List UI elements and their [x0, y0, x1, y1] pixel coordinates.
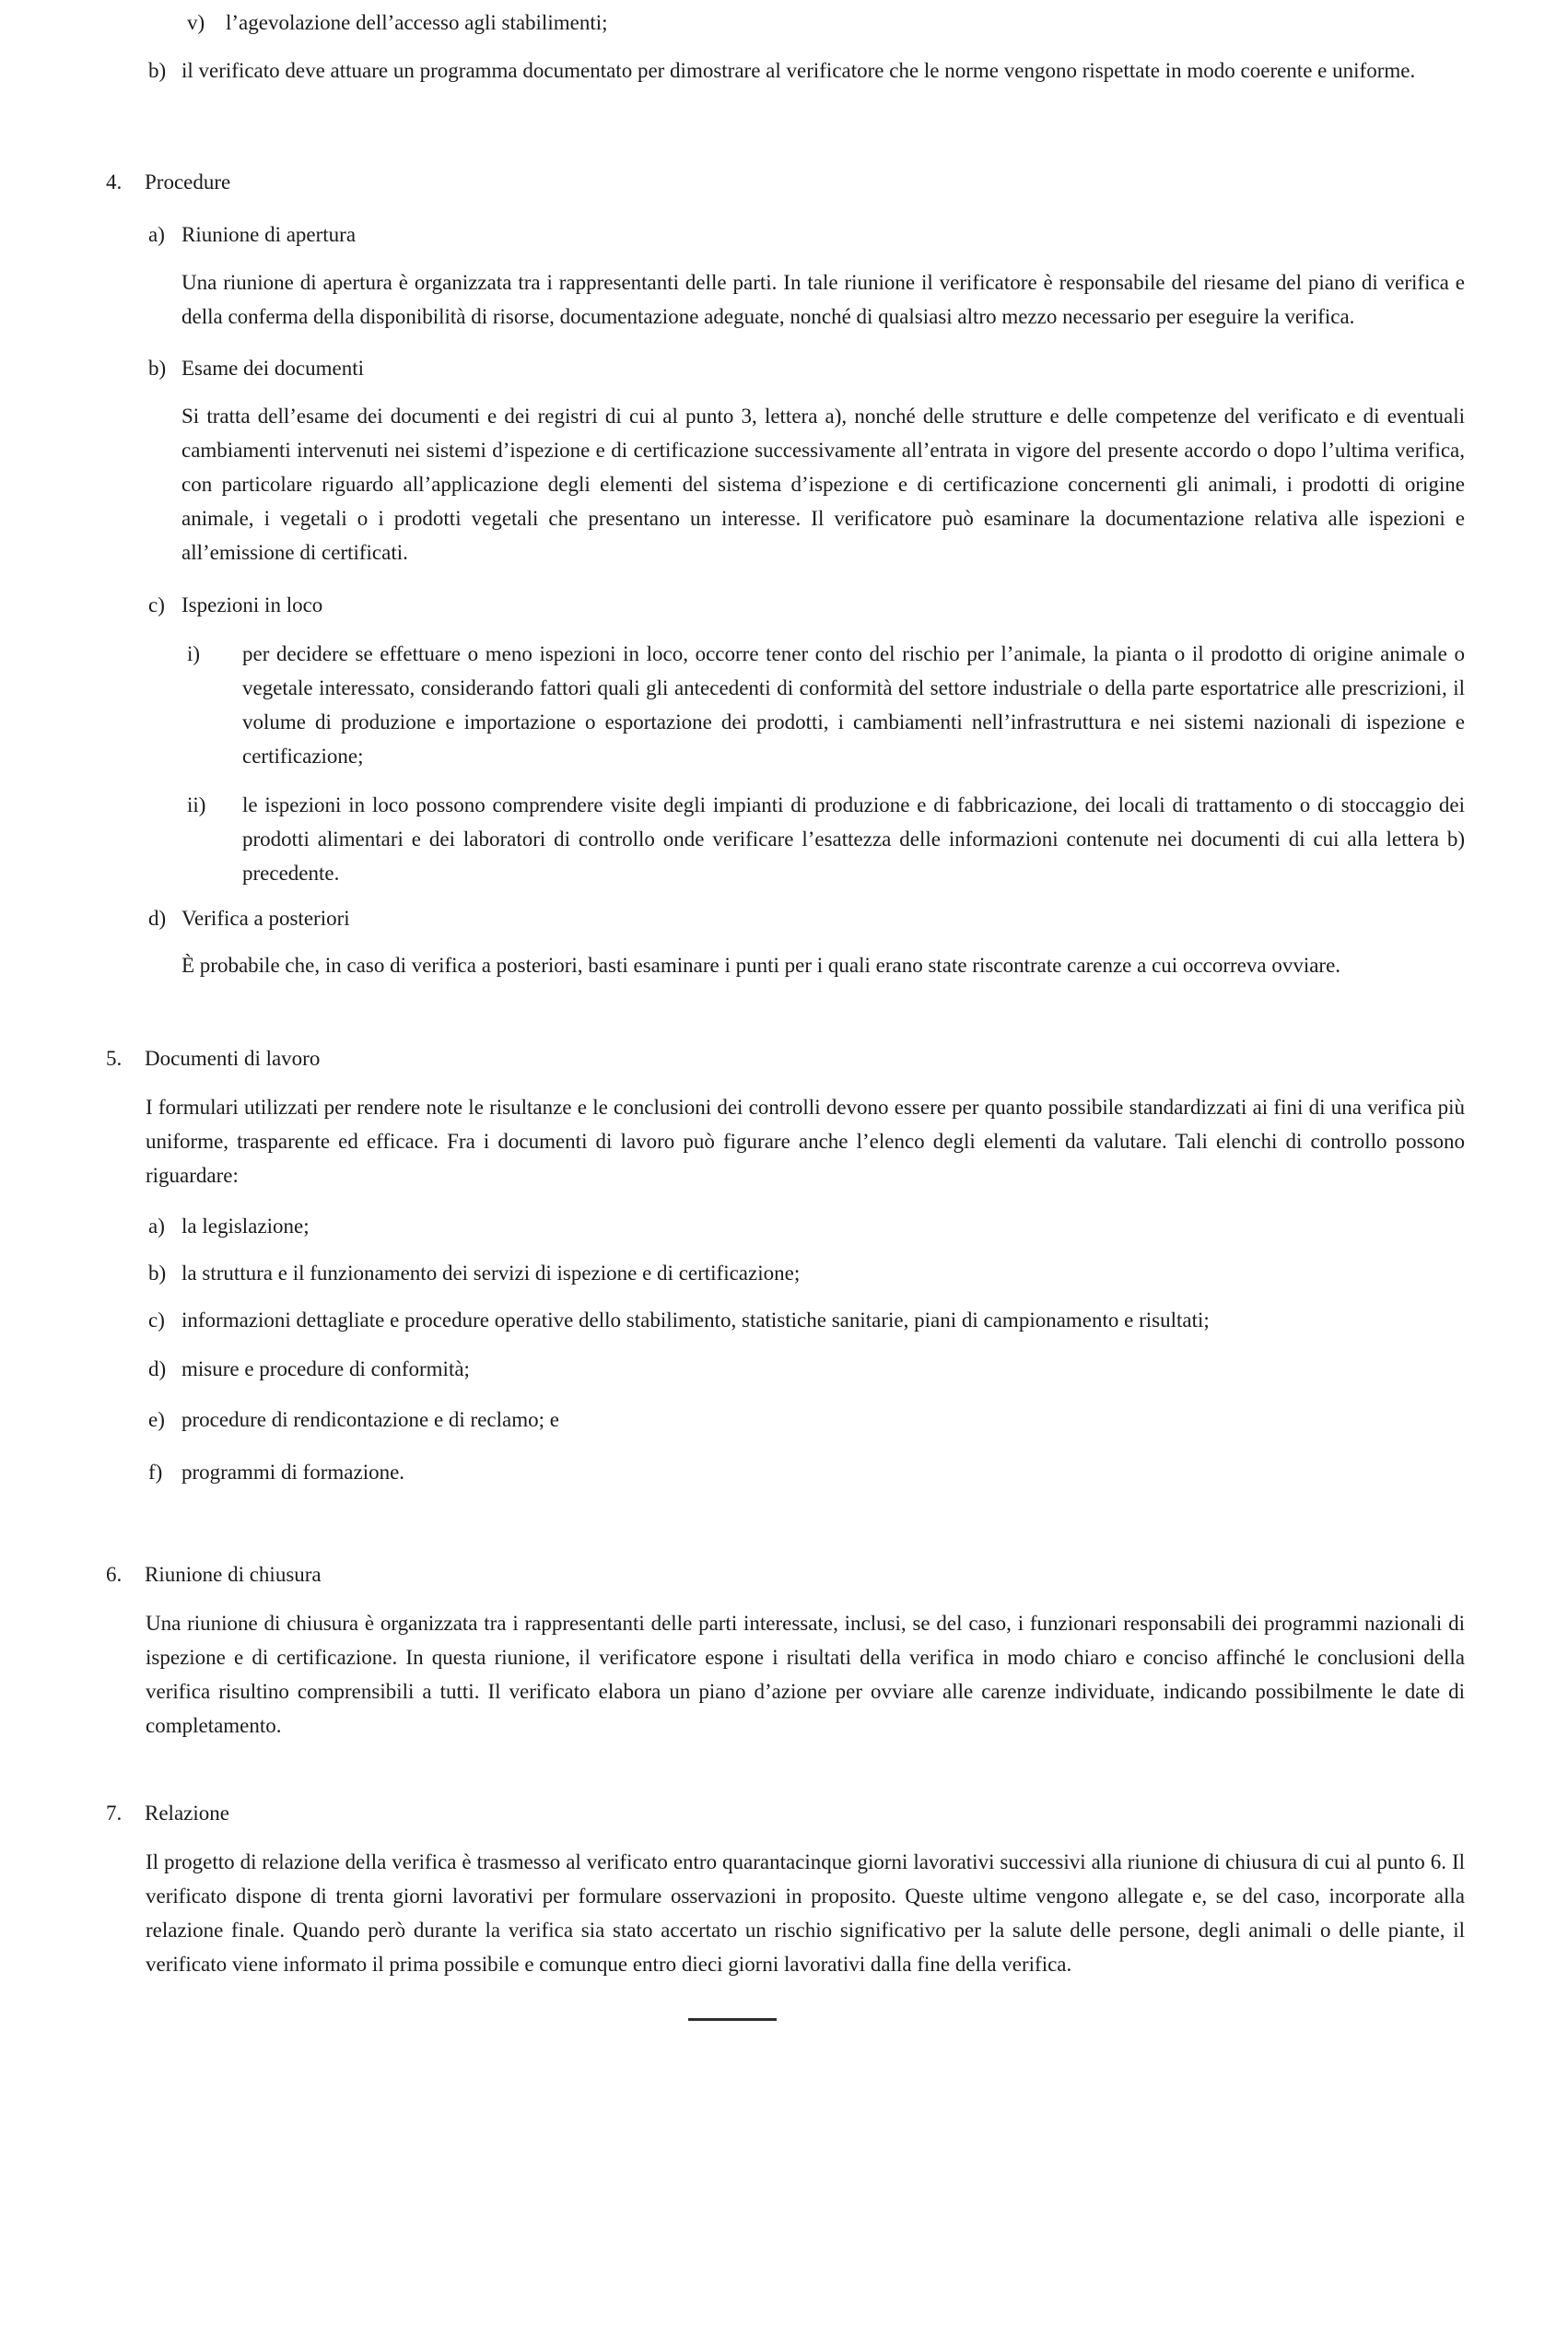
item-4c-heading	[148, 588, 1465, 622]
list-item-text: l’agevolazione dell’accesso agli stabilimenti;	[226, 11, 608, 34]
list-marker: e)	[148, 1408, 165, 1431]
section-7-paragraph: Il progetto di relazione della verifica è trasmesso al verificato entro quarantacinque giorni lavorativi successivi alla riunione di chiusura di cui al punto 6. Il verificato dispone di trenta giorni lavorativi per formulare osservazioni in proposito. Queste ultime vengono allegate e, se del caso, incorporate alla relazione finale. Quando però durante la verifica sia stato accertato un rischio significativo per la salute delle persone, degli animali o delle piante, il verificato viene informato il prima possibile e comunque entro dieci giorni lavorativi dalla fine della verifica.	[146, 1850, 1465, 1976]
section-number: 4.	[106, 170, 123, 194]
section-4	[0, 165, 1465, 982]
item-5c	[148, 1303, 1465, 1337]
list-marker: b)	[148, 1262, 167, 1285]
list-item-text: il verificato deve attuare un programma documentato per dimostrare al verificatore che le norme vengono rispettate in modo coerente e uniforme.	[181, 59, 1416, 82]
item-5a	[148, 1209, 1465, 1243]
list-item-v	[187, 6, 1465, 40]
list-item-text: misure e procedure di conformità;	[181, 1357, 470, 1380]
list-marker: b)	[148, 357, 167, 380]
list-marker: c)	[148, 593, 165, 616]
item-4b-paragraph: Si tratta dell’esame dei documenti e dei registri di cui al punto 3, lettera a), nonché delle strutture e delle competenze del verificato e di eventuali cambiamenti intervenuti nei sistemi d’ispezione e di certificazione successivamente all’entrata in vigore del presente accordo o dopo l’ultima verifica, con particolare riguardo all’applicazione degli elementi del sistema d’ispezione e di certificazione concernenti gli animali, i prodotti di origine animale, i vegetali o i prodotti vegetali che presentano un interesse. Il verificatore può esaminare la documentazione relativa alle ispezioni e all’emissione di certificati.	[181, 405, 1465, 564]
section-number: 7.	[106, 1802, 123, 1825]
item-4a-heading	[148, 217, 1465, 252]
list-item-text: per decidere se effettuare o meno ispezioni in loco, occorre tener conto del rischio per l’animale, la pianta o il prodotto di origine animale o vegetale interessato, considerando fattori quali gli antecedenti di conformità del settore industriale o della parte esportatrice alle prescrizioni, il volume di produzione e importazione o esportazione dei prodotti, i cambiamenti nell’infrastruttura e nei sistemi nazionali di ispezione e certificazione;	[242, 642, 1465, 768]
item-4c-i	[187, 637, 1465, 773]
list-item-text: procedure di rendicontazione e di reclamo; e	[181, 1408, 559, 1431]
list-item-text: le ispezioni in loco possono comprendere visite degli impianti di produzione e di fabbricazione, dei locali di trattamento o di stoccaggio dei prodotti alimentari e dei laboratori di controllo onde verificare l’esattezza delle informazioni contenute nei documenti di cui alla lettera b) precedente.	[242, 793, 1465, 885]
item-4d-heading	[148, 901, 1465, 935]
list-marker: a)	[148, 1215, 165, 1238]
section-5-paragraph: I formulari utilizzati per rendere note le risultanze e le conclusioni dei controlli devono essere per quanto possibile standardizzati ai fini di una verifica più uniforme, trasparente ed efficace. Fra i documenti di lavoro può figurare anche l’elenco degli elementi da valutare. Tali elenchi di controllo possono riguardare:	[146, 1096, 1465, 1187]
list-item-text: la struttura e il funzionamento dei servizi di ispezione e di certificazione;	[181, 1262, 801, 1285]
item-title: Riunione di apertura	[181, 223, 357, 246]
item-5e	[148, 1403, 1465, 1437]
section-5-heading	[106, 1041, 1465, 1075]
section-6-heading	[106, 1557, 1465, 1591]
list-marker: d)	[148, 907, 167, 930]
section-title: Procedure	[145, 170, 231, 194]
section-7	[0, 1796, 1465, 1981]
item-title: Verifica a posteriori	[181, 907, 350, 930]
item-4b-heading	[148, 351, 1465, 385]
list-marker: a)	[148, 223, 165, 246]
item-title: Esame dei documenti	[181, 357, 364, 380]
section-title: Relazione	[145, 1802, 229, 1825]
item-5b	[148, 1256, 1465, 1290]
list-marker: ii)	[187, 793, 206, 816]
end-divider	[688, 2018, 777, 2021]
list-marker: i)	[187, 642, 201, 665]
item-4d-paragraph: È probabile che, in caso di verifica a posteriori, basti esaminare i punti per i quali erano state riscontrate carenze a cui occorreva ovviare.	[181, 954, 1341, 977]
item-title: Ispezioni in loco	[181, 593, 323, 616]
item-5f	[148, 1455, 1465, 1489]
list-marker: b)	[148, 59, 167, 82]
section-title: Riunione di chiusura	[145, 1563, 322, 1586]
section-4-heading	[106, 165, 1465, 199]
section-5	[0, 1041, 1465, 1489]
item-5d	[148, 1352, 1465, 1386]
list-marker: f)	[148, 1461, 163, 1484]
section-6-paragraph: Una riunione di chiusura è organizzata tra i rappresentanti delle parti interessate, inclusi, se del caso, i funzionari responsabili dei programmi nazionali di ispezione e di certificazione. In questa riunione, il verificatore espone i risultati della verifica in modo chiaro e conciso affinché le conclusioni della verifica risultino comprensibili a tutti. Il verificato elabora un piano d’azione per ovviare alle carenze individuate, indicando possibilmente le date di completamento.	[146, 1612, 1465, 1737]
list-item-text: la legislazione;	[181, 1215, 310, 1238]
list-marker: d)	[148, 1357, 167, 1380]
list-item-text: programmi di formazione.	[181, 1461, 405, 1484]
section-number: 5.	[106, 1047, 123, 1070]
item-4c-ii	[187, 788, 1465, 890]
section-7-heading	[106, 1796, 1465, 1830]
section-title: Documenti di lavoro	[145, 1047, 321, 1070]
list-item-b-intro	[148, 53, 1465, 88]
section-number: 6.	[106, 1563, 123, 1586]
section-6	[0, 1557, 1465, 1743]
list-marker: c)	[148, 1309, 165, 1332]
list-marker: v)	[187, 11, 205, 34]
list-item-text: informazioni dettagliate e procedure operative dello stabilimento, statistiche sanitarie, piani di campionamento e risultati;	[181, 1309, 1210, 1332]
item-4a-paragraph: Una riunione di apertura è organizzata tra i rappresentanti delle parti. In tale riunione il verificatore è responsabile del riesame del piano di verifica e della conferma della disponibilità di risorse, documentazione adeguate, nonché di qualsiasi altro mezzo necessario per eseguire la verifica.	[181, 271, 1465, 328]
